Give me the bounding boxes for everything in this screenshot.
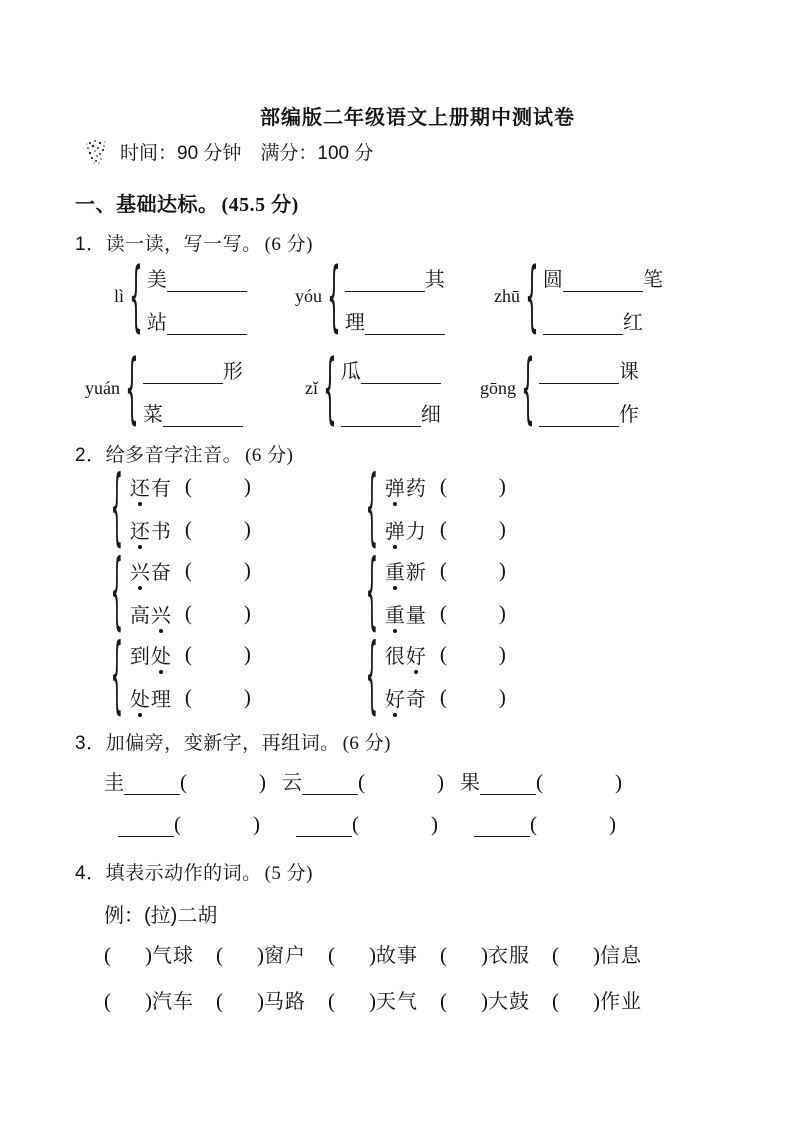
q4-cell <box>552 985 642 1014</box>
polyphone-char: 处 <box>151 640 172 669</box>
word-part: 很 <box>384 646 406 668</box>
q2-item <box>385 600 506 627</box>
paren-open: ( <box>184 601 192 625</box>
paren-open: ( <box>216 943 223 967</box>
q4-cell <box>328 985 418 1014</box>
q2-item <box>130 516 251 543</box>
answer-space[interactable] <box>447 520 499 540</box>
paren-open: ( <box>439 601 447 625</box>
paren-close: ) <box>145 943 152 967</box>
time-score-text: 时间：90 分钟 满分：100 分 <box>120 142 374 164</box>
paren-open: ( <box>439 558 447 582</box>
q3-cell <box>460 766 628 795</box>
q2-column-right <box>363 457 506 724</box>
q2-label-text: 2．给多音字注音。 <box>75 445 243 466</box>
answer-space[interactable] <box>335 994 369 1014</box>
q4-label <box>75 858 313 885</box>
polyphone-char: 兴 <box>151 599 172 628</box>
answer-space[interactable] <box>187 775 259 795</box>
brace: { <box>365 541 379 640</box>
answer-blank[interactable] <box>302 772 358 795</box>
paren-close: ) <box>431 812 438 836</box>
answer-space[interactable] <box>447 604 499 624</box>
word-part: 新 <box>405 562 427 584</box>
answer-space[interactable] <box>192 477 244 497</box>
paren-open: ( <box>184 558 192 582</box>
word-part: 奋 <box>150 562 172 584</box>
paren-open: ( <box>104 989 111 1013</box>
given-char: 细 <box>420 404 441 426</box>
brace: { <box>110 457 124 556</box>
answer-blank[interactable] <box>539 360 619 384</box>
q4-cell <box>216 939 306 968</box>
q1-groups-row-2 <box>84 341 678 433</box>
q2-pair-xing <box>108 541 251 640</box>
q4-score: (5 分) <box>264 863 313 884</box>
given-word: 大鼓 <box>488 991 530 1013</box>
paren-open: ( <box>440 989 447 1013</box>
paren-open: ( <box>184 517 192 541</box>
answer-blank[interactable] <box>118 814 174 837</box>
word-part: 理 <box>150 689 172 711</box>
given-char: 作 <box>618 404 639 426</box>
q4-cell <box>552 939 642 968</box>
section-1-score: (45.5 分) <box>221 194 299 216</box>
q2-score: (6 分) <box>245 445 294 466</box>
given-char: 笔 <box>642 269 663 291</box>
word-part: 到 <box>129 646 151 668</box>
brace: { <box>521 341 535 433</box>
given-char: 站 <box>146 312 167 334</box>
q2-pair-zhong <box>363 541 506 640</box>
answer-space[interactable] <box>447 477 499 497</box>
q3-cell <box>474 812 642 837</box>
paren-open: ( <box>552 989 559 1013</box>
word-part: 奇 <box>405 689 427 711</box>
q4-cell <box>104 939 194 968</box>
pinyin-label: gōng <box>480 378 516 398</box>
answer-space[interactable] <box>447 645 499 665</box>
given-char: 果 <box>460 772 480 794</box>
word-part: 书 <box>150 521 172 543</box>
q3-cell <box>104 766 272 795</box>
polyphone-char: 兴 <box>130 556 151 585</box>
paren-open: ( <box>552 943 559 967</box>
q2-pair-hao <box>363 625 506 724</box>
paren-close: ) <box>243 517 251 541</box>
given-word: 作业 <box>600 991 642 1013</box>
polyphone-char: 还 <box>130 472 151 501</box>
given-char: 课 <box>618 361 639 383</box>
paren-close: ) <box>243 642 251 666</box>
paren-close: ) <box>498 685 506 709</box>
pinyin-label: yuán <box>85 378 120 398</box>
q4-example: 例：(拉)二胡 <box>104 905 218 927</box>
q4-cell <box>328 939 418 968</box>
q2-column-left <box>108 457 251 724</box>
q3-cell <box>296 812 464 837</box>
q3-row-1 <box>104 766 628 795</box>
pinyin-label: zhū <box>494 286 520 306</box>
paren-open: ( <box>184 474 192 498</box>
paren-close: ) <box>257 989 264 1013</box>
q1-groups-row-1 <box>88 249 682 341</box>
given-char: 瓜 <box>340 361 361 383</box>
q4-row-1 <box>104 939 642 968</box>
q2-pair-huan <box>108 457 251 556</box>
paren-close: ) <box>498 474 506 498</box>
given-char: 其 <box>424 269 445 291</box>
q2-pair-dan <box>363 457 506 556</box>
q2-item <box>130 684 251 711</box>
polyphone-char: 重 <box>385 599 406 628</box>
q2-item <box>130 600 251 627</box>
paren-close: ) <box>243 558 251 582</box>
brace: { <box>125 341 139 433</box>
given-word: 天气 <box>376 991 418 1013</box>
decorative-stamp-icon <box>84 137 110 165</box>
q2-item <box>385 684 506 711</box>
paren-close: ) <box>593 989 600 1013</box>
answer-blank[interactable] <box>543 311 623 335</box>
paren-close: ) <box>369 989 376 1013</box>
word-part: 药 <box>405 478 427 500</box>
answer-blank[interactable] <box>124 772 180 795</box>
answer-space[interactable] <box>192 688 244 708</box>
paren-close: ) <box>498 601 506 625</box>
answer-space[interactable] <box>543 775 615 795</box>
answer-space[interactable] <box>447 688 499 708</box>
brace: { <box>365 457 379 556</box>
word-part: 有 <box>150 478 172 500</box>
answer-space[interactable] <box>365 775 437 795</box>
q1-label <box>75 229 313 256</box>
section-1-heading <box>75 188 299 217</box>
paren-close: ) <box>481 943 488 967</box>
answer-blank[interactable] <box>143 360 223 384</box>
paren-close: ) <box>593 943 600 967</box>
q3-cell <box>282 766 450 795</box>
paren-close: ) <box>369 943 376 967</box>
q1-group-li <box>88 249 286 341</box>
polyphone-char: 弹 <box>385 472 406 501</box>
paren-close: ) <box>437 770 444 794</box>
paren-open: ( <box>536 770 543 794</box>
paren-open: ( <box>180 770 187 794</box>
given-word: 汽车 <box>152 991 194 1013</box>
given-char: 圭 <box>104 772 124 794</box>
q3-score: (6 分) <box>342 733 391 754</box>
polyphone-char: 好 <box>406 640 427 669</box>
q2-pair-chu <box>108 625 251 724</box>
paren-open: ( <box>352 812 359 836</box>
paren-open: ( <box>328 943 335 967</box>
q2-item <box>130 641 251 668</box>
q4-label-text: 4．填表示动作的词。 <box>75 863 262 884</box>
paren-close: ) <box>498 558 506 582</box>
paren-close: ) <box>609 812 616 836</box>
paren-close: ) <box>498 517 506 541</box>
q4-cell <box>216 985 306 1014</box>
paren-close: ) <box>257 943 264 967</box>
answer-space[interactable] <box>559 994 593 1014</box>
q3-label <box>75 728 391 755</box>
paren-close: ) <box>243 685 251 709</box>
paren-close: ) <box>253 812 260 836</box>
answer-space[interactable] <box>447 948 481 968</box>
given-char: 理 <box>344 312 365 334</box>
q1-group-zhu <box>484 249 682 341</box>
paren-open: ( <box>328 989 335 1013</box>
answer-space[interactable] <box>192 645 244 665</box>
given-word: 窗户 <box>264 945 306 967</box>
given-word: 衣服 <box>488 945 530 967</box>
q1-group-yuan <box>84 341 282 433</box>
paren-open: ( <box>358 770 365 794</box>
answer-space[interactable] <box>223 948 257 968</box>
q2-item <box>385 473 506 500</box>
paren-open: ( <box>439 685 447 709</box>
q2-item <box>385 641 506 668</box>
paren-close: ) <box>259 770 266 794</box>
paren-close: ) <box>145 989 152 1013</box>
answer-space[interactable] <box>335 948 369 968</box>
paren-close: ) <box>481 989 488 1013</box>
answer-space[interactable] <box>537 817 609 837</box>
section-1-title: 一、基础达标。 <box>75 194 219 216</box>
paren-open: ( <box>440 943 447 967</box>
q2-label <box>75 440 293 467</box>
q3-label-text: 3．加偏旁，变新字，再组词。 <box>75 733 340 754</box>
q3-row-2 <box>118 812 642 837</box>
info-line <box>84 137 373 165</box>
word-part: 量 <box>405 605 427 627</box>
brace: { <box>327 249 341 341</box>
brace: { <box>110 541 124 640</box>
given-char: 红 <box>622 312 643 334</box>
given-word: 马路 <box>264 991 306 1013</box>
brace: { <box>129 249 143 341</box>
given-char: 圆 <box>542 269 563 291</box>
given-char: 美 <box>146 269 167 291</box>
answer-space[interactable] <box>181 817 253 837</box>
q3-cell <box>118 812 286 837</box>
page-title: 部编版二年级语文上册期中测试卷 <box>260 107 575 129</box>
answer-blank[interactable] <box>341 403 421 427</box>
answer-space[interactable] <box>111 948 145 968</box>
answer-space[interactable] <box>559 948 593 968</box>
answer-blank[interactable] <box>167 268 247 292</box>
answer-space[interactable] <box>447 994 481 1014</box>
answer-blank[interactable] <box>296 814 352 837</box>
q2-item <box>385 557 506 584</box>
answer-space[interactable] <box>111 994 145 1014</box>
q4-cell <box>440 939 530 968</box>
q1-group-gong <box>480 341 678 433</box>
answer-blank[interactable] <box>539 403 619 427</box>
polyphone-char: 还 <box>130 515 151 544</box>
answer-blank[interactable] <box>480 772 536 795</box>
answer-space[interactable] <box>359 817 431 837</box>
polyphone-char: 处 <box>130 683 151 712</box>
paren-close: ) <box>615 770 622 794</box>
answer-blank[interactable] <box>167 311 247 335</box>
polyphone-char: 重 <box>385 556 406 585</box>
paren-open: ( <box>216 989 223 1013</box>
pinyin-label: lì <box>113 286 124 306</box>
answer-space[interactable] <box>223 994 257 1014</box>
given-word: 故事 <box>376 945 418 967</box>
paren-open: ( <box>174 812 181 836</box>
given-char: 菜 <box>142 404 163 426</box>
q1-label-text: 1．读一读，写一写。 <box>75 234 262 255</box>
brace: { <box>323 341 337 433</box>
q1-score: (6 分) <box>264 234 313 255</box>
q2-item <box>130 557 251 584</box>
pinyin-label: yóu <box>295 286 322 306</box>
polyphone-char: 弹 <box>385 515 406 544</box>
brace: { <box>525 249 539 341</box>
paren-open: ( <box>439 517 447 541</box>
q1-group-zi <box>282 341 480 433</box>
answer-blank[interactable] <box>345 268 425 292</box>
polyphone-char: 好 <box>385 683 406 712</box>
q4-cell <box>440 985 530 1014</box>
paren-open: ( <box>439 474 447 498</box>
given-char: 形 <box>222 361 243 383</box>
paren-open: ( <box>439 642 447 666</box>
answer-blank[interactable] <box>163 403 243 427</box>
answer-blank[interactable] <box>365 311 445 335</box>
word-part: 高 <box>129 605 151 627</box>
brace: { <box>110 625 124 724</box>
paren-close: ) <box>243 601 251 625</box>
q2-item <box>385 516 506 543</box>
brace: { <box>365 625 379 724</box>
answer-blank[interactable] <box>563 268 643 292</box>
q4-row-2 <box>104 985 642 1014</box>
paren-close: ) <box>243 474 251 498</box>
given-char: 云 <box>282 772 302 794</box>
answer-space[interactable] <box>192 520 244 540</box>
pinyin-label: zǐ <box>305 378 318 398</box>
paren-open: ( <box>184 642 192 666</box>
given-word: 信息 <box>600 945 642 967</box>
q1-group-you <box>286 249 484 341</box>
answer-space[interactable] <box>192 561 244 581</box>
paren-open: ( <box>184 685 192 709</box>
q4-cell <box>104 985 194 1014</box>
answer-space[interactable] <box>447 561 499 581</box>
answer-blank[interactable] <box>361 360 441 384</box>
answer-blank[interactable] <box>474 814 530 837</box>
given-word: 气球 <box>152 945 194 967</box>
word-part: 力 <box>405 521 427 543</box>
paren-open: ( <box>530 812 537 836</box>
answer-space[interactable] <box>192 604 244 624</box>
paren-open: ( <box>104 943 111 967</box>
q2-item <box>130 473 251 500</box>
paren-close: ) <box>498 642 506 666</box>
